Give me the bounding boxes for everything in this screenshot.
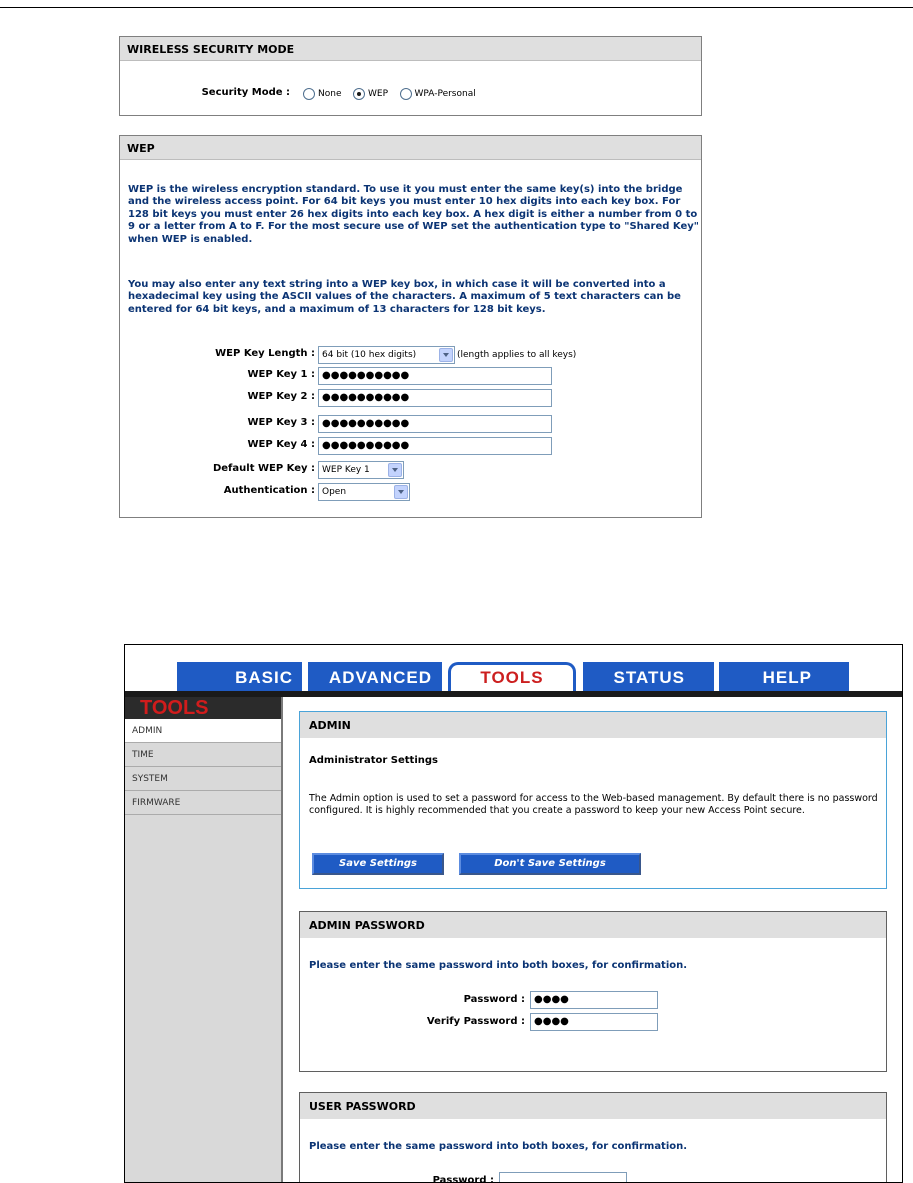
default-wep-key-select[interactable] bbox=[318, 461, 404, 479]
admin-password-input[interactable] bbox=[530, 991, 658, 1009]
authentication-label: Authentication : bbox=[223, 485, 315, 496]
wep-description-2: You may also enter any text string into a WEP key box, in which case it will be converted into a hexadecimal key using the ASCII values of the characters. A maximum of 5 text characters can be entered for 64 bit keys, and a maximum of 13 characters for 128 bit keys. bbox=[128, 279, 681, 315]
user-password-header: USER PASSWORD bbox=[300, 1093, 886, 1119]
wep-key-2-label: WEP Key 2 : bbox=[247, 391, 315, 402]
admin-password-label: Password : bbox=[463, 994, 525, 1005]
tab-tools-label: TOOLS bbox=[480, 668, 544, 687]
tab-status-label: STATUS bbox=[613, 668, 685, 687]
tab-status[interactable] bbox=[583, 662, 714, 691]
wep-key-length-value: 64 bit (10 hex digits) bbox=[322, 350, 417, 360]
wep-description-1: WEP is the wireless encryption standard. To use it you must enter the same key(s) into the bridge and the wireless access point. For 64 bit keys you must enter 10 hex digits into each key box. For 128 bit keys you must enter 26 hex digits into each key box. A hex digit is either a number from 0 to 9 or a letter from A to F. For the most secure use of WEP set the authentication type to "Shared Key" when WEP is enabled. bbox=[128, 184, 699, 245]
wep-key-1-input[interactable] bbox=[318, 367, 552, 385]
wep-key-length-label: WEP Key Length : bbox=[215, 348, 315, 359]
tab-help-label: HELP bbox=[762, 668, 812, 687]
chevron-down-icon bbox=[439, 348, 453, 362]
sidebar-item-time[interactable]: TIME bbox=[125, 743, 281, 767]
dont-save-settings-button[interactable]: Don't Save Settings bbox=[459, 853, 641, 875]
wep-key-2-mask: ●●●●●●●●●● bbox=[322, 392, 410, 403]
tab-tools[interactable] bbox=[448, 662, 576, 691]
admin-password-instruction: Please enter the same password into both boxes, for confirmation. bbox=[309, 960, 688, 971]
security-mode-wep-radio[interactable] bbox=[353, 88, 365, 100]
default-wep-key-value: WEP Key 1 bbox=[322, 465, 370, 475]
admin-header: ADMIN bbox=[300, 712, 886, 738]
top-nav bbox=[125, 645, 902, 691]
user-password-label: Password : bbox=[432, 1175, 494, 1183]
sidebar-title: TOOLS bbox=[125, 697, 281, 719]
page-top-rule bbox=[0, 7, 913, 8]
admin-panel bbox=[299, 711, 887, 889]
wep-key-2-input[interactable] bbox=[318, 389, 552, 407]
admin-password-mask: ●●●● bbox=[534, 994, 569, 1005]
wep-key-1-label: WEP Key 1 : bbox=[247, 369, 315, 380]
authentication-value: Open bbox=[322, 487, 347, 497]
chevron-down-icon bbox=[388, 463, 402, 477]
security-mode-wpa-personal-radio[interactable] bbox=[400, 88, 412, 100]
wireless-security-mode-header: WIRELESS SECURITY MODE bbox=[120, 37, 701, 61]
wep-key-3-input[interactable] bbox=[318, 415, 552, 433]
sidebar-item-admin[interactable]: ADMIN bbox=[125, 719, 281, 743]
wep-key-4-input[interactable] bbox=[318, 437, 552, 455]
user-password-input[interactable] bbox=[499, 1172, 627, 1183]
wep-key-4-label: WEP Key 4 : bbox=[247, 439, 315, 450]
admin-verify-password-label: Verify Password : bbox=[426, 1016, 525, 1027]
wep-header: WEP bbox=[120, 136, 701, 160]
wep-key-1-mask: ●●●●●●●●●● bbox=[322, 370, 410, 381]
security-mode-none-radio[interactable] bbox=[303, 88, 315, 100]
sidebar-item-firmware[interactable]: FIRMWARE bbox=[125, 791, 281, 815]
tab-help[interactable] bbox=[719, 662, 849, 691]
wep-key-3-label: WEP Key 3 : bbox=[247, 417, 315, 428]
security-mode-label: Security Mode : bbox=[201, 87, 290, 98]
chevron-down-icon bbox=[394, 485, 408, 499]
wep-key-4-mask: ●●●●●●●●●● bbox=[322, 440, 410, 451]
admin-password-panel bbox=[299, 911, 887, 1072]
tab-advanced-label: ADVANCED bbox=[328, 668, 432, 687]
main-content bbox=[281, 697, 902, 1183]
wep-key-length-select[interactable] bbox=[318, 346, 455, 364]
authentication-select[interactable] bbox=[318, 483, 410, 501]
sidebar bbox=[125, 697, 281, 1183]
wep-key-3-mask: ●●●●●●●●●● bbox=[322, 418, 410, 429]
sidebar-item-system[interactable]: SYSTEM bbox=[125, 767, 281, 791]
user-password-instruction: Please enter the same password into both boxes, for confirmation. bbox=[309, 1141, 688, 1152]
user-password-panel bbox=[299, 1092, 887, 1183]
tab-basic[interactable] bbox=[177, 662, 302, 691]
wireless-security-mode-panel bbox=[119, 36, 702, 116]
security-mode-wep-label: WEP bbox=[367, 89, 388, 99]
security-mode-wpa-personal-label: WPA-Personal bbox=[414, 89, 476, 99]
tab-advanced[interactable] bbox=[308, 662, 442, 691]
admin-password-header: ADMIN PASSWORD bbox=[300, 912, 886, 938]
tab-basic-label: BASIC bbox=[235, 668, 293, 687]
admin-subtitle: Administrator Settings bbox=[309, 755, 438, 766]
security-mode-none-label: None bbox=[318, 89, 342, 99]
save-settings-button[interactable]: Save Settings bbox=[312, 853, 444, 875]
admin-description: The Admin option is used to set a password for access to the Web-based management. By default there is no password configured. It is highly recommended that you create a password to keep your new Access Point secure. bbox=[309, 793, 878, 816]
wep-key-length-note: (length applies to all keys) bbox=[457, 350, 577, 360]
router-admin-screen bbox=[124, 644, 903, 1183]
admin-verify-password-input[interactable] bbox=[530, 1013, 658, 1031]
default-wep-key-label: Default WEP Key : bbox=[212, 463, 315, 474]
wep-panel bbox=[119, 135, 702, 518]
admin-verify-password-mask: ●●●● bbox=[534, 1016, 569, 1027]
